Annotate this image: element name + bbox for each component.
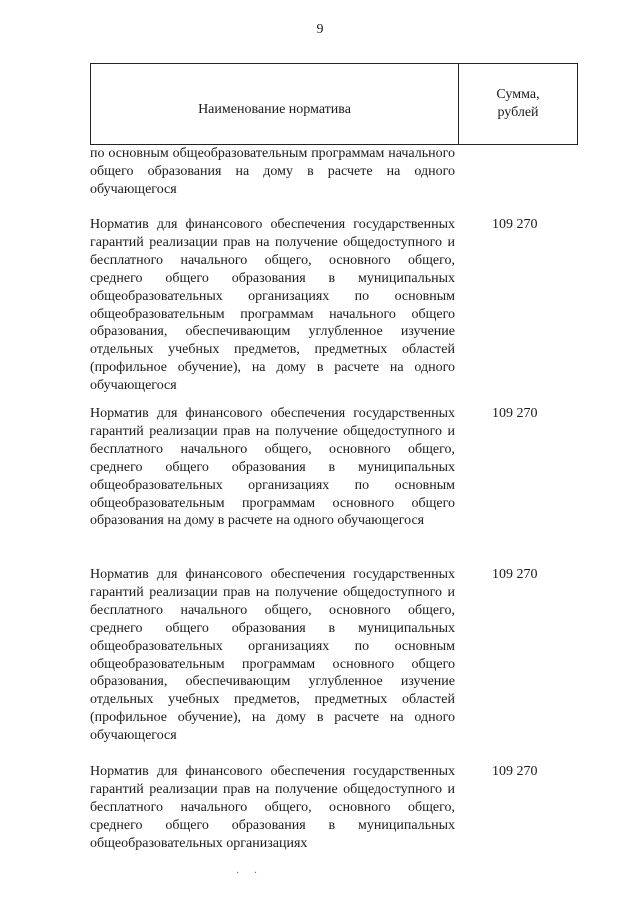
column-header-sum [459,64,577,144]
table-row-text: по основным общеобразовательным программам начального общего образования на дому в расчете на одного обучающегося [90,146,455,197]
table-row-text: Норматив для финансового обеспечения государственных гарантий реализации прав на получение общедоступного и бесплатного начального общего, основного общего, среднего общего образования в муниципальных общеобразовательных организациях по основным общеобразовательным программам основного общего образования, обеспечивающим углубленное изучение отдельных учебных предметов, предметных областей (профильное обучение), на дому в расчете на одного обучающегося [90,567,455,744]
table-row-amount: 109 270 [492,217,538,232]
page-number: 9 [316,22,324,37]
column-header-sum-line1: Сумма, [496,87,540,102]
table-row-amount: 109 270 [492,567,538,582]
column-header-sum-line2: рублей [497,105,539,120]
table-row-text: Норматив для финансового обеспечения государственных гарантий реализации прав на получение общедоступного и бесплатного начального общего, основного общего, среднего общего образования в муниципальных общеобразовательных организациях [90,764,455,851]
scan-specks-decoration: · · [236,868,264,879]
table-row-text: Норматив для финансового обеспечения государственных гарантий реализации прав на получение общедоступного и бесплатного начального общего, основного общего, среднего общего образования в муниципальных общеобразовательных организациях по основным общеобразовательным программам начального общего образования, обеспечивающим углубленное изучение отдельных учебных предметов, предметных областей (профильное обучение), на дому в расчете на одного обучающегося [90,217,455,394]
table-row-amount: 109 270 [492,764,538,779]
column-header-name: Наименование норматива [91,64,459,144]
table-row-amount: 109 270 [492,406,538,421]
table-header [90,63,578,145]
table-row-text: Норматив для финансового обеспечения государственных гарантий реализации прав на получение общедоступного и бесплатного начального общего, основного общего, среднего общего образования в муниципальных общеобразовательных организациях по основным общеобразовательным программам основного общего образования на дому в расчете на одного обучающегося [90,406,455,529]
